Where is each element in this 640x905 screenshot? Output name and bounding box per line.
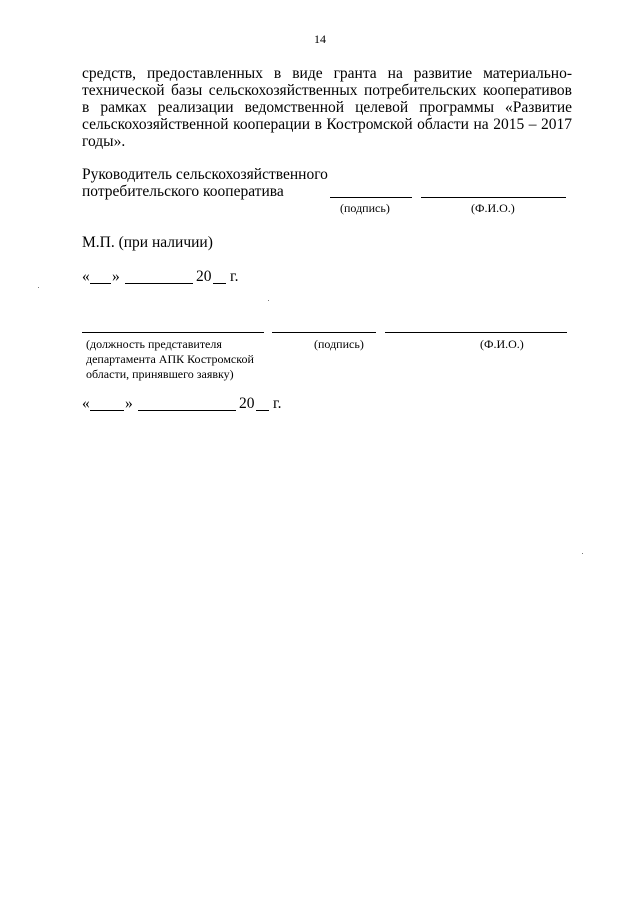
- applicant-signature-caption: (подпись): [340, 201, 390, 215]
- applicant-date-suffix: г.: [230, 268, 239, 285]
- applicant-title-line1: Руководитель сельскохозяйственного: [82, 166, 328, 183]
- representative-date-year: 20: [239, 395, 255, 412]
- representative-signature-line: [272, 332, 376, 333]
- applicant-date-open-quote: «: [82, 268, 90, 285]
- representative-date-day-line: [90, 410, 124, 411]
- scan-speck: [268, 300, 269, 301]
- representative-date-month-line: [138, 410, 236, 411]
- representative-date-open-quote: «: [82, 395, 90, 412]
- applicant-date-year-line: [213, 283, 226, 284]
- representative-position-caption-line3: области, принявшего заявку): [86, 367, 234, 381]
- applicant-date-year: 20: [196, 268, 212, 285]
- representative-position-caption-line2: департамента АПК Костромской: [86, 352, 254, 366]
- applicant-date-close-quote: »: [112, 268, 120, 285]
- representative-name-line: [385, 332, 567, 333]
- representative-date-suffix: г.: [273, 395, 282, 412]
- page-number: 14: [314, 32, 326, 46]
- scan-speck: [582, 553, 583, 554]
- scan-speck: [38, 287, 39, 288]
- applicant-name-line: [421, 197, 566, 198]
- stamp-note: М.П. (при наличии): [82, 234, 213, 251]
- applicant-date-month-line: [125, 283, 193, 284]
- representative-date-year-line: [256, 410, 269, 411]
- applicant-signature-line: [330, 197, 412, 198]
- representative-signature-caption: (подпись): [314, 337, 364, 351]
- representative-position-line: [82, 332, 264, 333]
- applicant-title-line2: потребительского кооператива: [82, 183, 284, 200]
- grant-paragraph: средств, предоставленных в виде гранта на развитие материально-технической базы сельскохозяйственных потребительских кооперативов в рамках реализации ведомственной целевой программы «Развитие сельскохозяйственной кооперации в Костромской области на 2015 – 2017 годы».: [82, 65, 572, 150]
- applicant-name-caption: (Ф.И.О.): [471, 201, 515, 215]
- representative-position-caption-line1: (должность представителя: [86, 337, 222, 351]
- applicant-date-day-line: [90, 283, 111, 284]
- representative-name-caption: (Ф.И.О.): [480, 337, 524, 351]
- representative-date-close-quote: »: [125, 395, 133, 412]
